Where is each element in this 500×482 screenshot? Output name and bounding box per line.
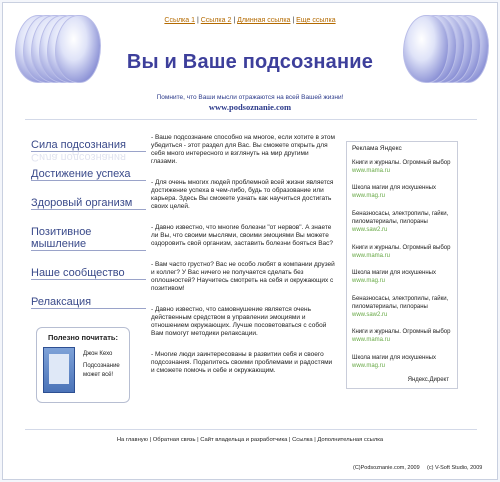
ad-item[interactable] bbox=[352, 295, 452, 319]
footer-link-feedback[interactable]: Обратная связь bbox=[152, 437, 196, 443]
page-subtitle: Помните, что Ваши мысли отражаются на всей Вашей жизни! bbox=[156, 94, 344, 101]
ad-text[interactable]: Книги и журналы. Огромный выбор bbox=[352, 160, 451, 166]
footer-separator: | bbox=[314, 437, 316, 443]
top-links-separator: | bbox=[233, 17, 236, 24]
yandex-direct-link[interactable]: Яндекс.Директ bbox=[407, 377, 449, 383]
content-paragraph: - Для очень многих людей проблемной всей жизни является достижение успеха в чем-либо, будь то образование или карьера. Здесь Вы сможете узнать как научиться достигать своих целей. bbox=[151, 179, 334, 210]
site-address: www.podsoznanie.com bbox=[208, 102, 292, 112]
nav-item-success[interactable] bbox=[31, 168, 146, 181]
ads-header: Реклама Яндекс bbox=[352, 145, 402, 152]
page-frame bbox=[2, 2, 498, 480]
copyright-site: (C)Podsoznanie.com, 2009 bbox=[353, 465, 420, 471]
nav-item-label: Наше сообщество bbox=[31, 267, 125, 279]
ad-url[interactable]: www.mag.ru bbox=[352, 363, 386, 369]
page-title: Вы и Ваше подсознание bbox=[126, 51, 374, 73]
ad-url[interactable]: www.mag.ru bbox=[352, 278, 386, 284]
book-box-title: Полезно почитать: bbox=[47, 333, 119, 342]
sidebar-nav bbox=[31, 139, 146, 325]
footer-link-link[interactable]: Ссылка bbox=[292, 437, 313, 443]
content-paragraph: - Давно известно, что самовнушение является очень действенным средством в управлении эмоциями и отношением окружающих. Лучше посоветоваться с собой Вам помогут методики релаксации. bbox=[151, 306, 327, 337]
yandex-ads-block bbox=[346, 141, 458, 389]
nav-item-label: Позитивное мышление bbox=[31, 226, 92, 250]
nav-item-label: Достижение успеха bbox=[31, 168, 131, 180]
top-links bbox=[3, 17, 497, 24]
ad-text[interactable]: Школа магии для искушенных bbox=[352, 355, 436, 361]
ad-text[interactable]: Беназносасы, электропилы, гайки, пиломатериалы, пилораны bbox=[352, 296, 449, 310]
nav-item-community[interactable] bbox=[31, 267, 146, 280]
content-paragraph: - Многие люди заинтересованы в развитии себя и своего подсознания. Поделитесь своими проблемами и радостями и сможете помочь и себе и окружающим. bbox=[151, 351, 333, 374]
footer-links bbox=[3, 437, 497, 443]
content-paragraph: - Ваше подсознание способно на многое, если хотите в этом убедиться - этот раздел для Вас. Вы сможете открыть для себя много интересного и взглянуть на мир другими глазами. bbox=[151, 134, 335, 165]
nav-item-label: Сила подсознания bbox=[31, 139, 126, 151]
top-link-2[interactable]: Ссылка 2 bbox=[200, 17, 232, 24]
nav-item-label: Здоровый организм bbox=[31, 197, 133, 209]
top-links-separator: | bbox=[196, 17, 199, 24]
main-content bbox=[151, 134, 336, 388]
top-link-4[interactable]: Еще ссылка bbox=[296, 17, 336, 24]
nav-item-power[interactable] bbox=[31, 139, 146, 163]
content-paragraph: - Давно известно, что многие болезни "от нервов". А знаете ли Вы, что своими мыслями, своими эмоциями Вы можете оздоровить свой организм, заставить болезни бояться Вас? bbox=[151, 224, 334, 247]
nav-item-relaxation[interactable] bbox=[31, 296, 146, 309]
nav-item-health[interactable] bbox=[31, 197, 146, 210]
top-link-1[interactable]: Ссылка 1 bbox=[164, 17, 196, 24]
book-author: Джон Кехо bbox=[83, 351, 113, 357]
book-title-line1: Подсознание bbox=[83, 363, 120, 369]
footer-link-home[interactable]: На главную bbox=[116, 437, 149, 443]
ad-item[interactable] bbox=[352, 269, 452, 285]
content-paragraph: - Вам часто грустно? Вас не особо любят в компании друзей и коллег? У Вас ничего не получается сделать без оплошностей? Научитесь смотреть на себя и окружающих с позитивом! bbox=[151, 261, 335, 292]
book-cover-image[interactable] bbox=[43, 347, 75, 393]
ad-url[interactable]: www.mama.ru bbox=[352, 168, 391, 174]
nav-item-positive[interactable] bbox=[31, 226, 146, 251]
ad-item[interactable] bbox=[352, 354, 452, 370]
top-link-3[interactable]: Длинная ссылка bbox=[237, 17, 291, 24]
nav-item-reflection: Сила подсознания bbox=[31, 151, 126, 163]
footer-link-owner[interactable]: Сайт владельца и разработчика bbox=[200, 437, 288, 443]
ad-text[interactable]: Книги и журналы. Огромный выбор bbox=[352, 329, 451, 335]
footer-separator: | bbox=[149, 437, 152, 443]
divider bbox=[25, 119, 477, 120]
book-info bbox=[83, 350, 120, 380]
ad-text[interactable]: Книги и журналы. Огромный выбор bbox=[352, 245, 451, 251]
recommended-book bbox=[36, 327, 130, 403]
ad-text[interactable]: Беназносасы, электропилы, гайки, пиломатериалы, пилораны bbox=[352, 211, 449, 225]
ad-item[interactable] bbox=[352, 159, 452, 175]
ad-url[interactable]: www.saw2.ru bbox=[352, 312, 388, 318]
footer-link-extra[interactable]: Дополнительная ссылка bbox=[317, 437, 384, 443]
nav-item-label: Релаксация bbox=[31, 296, 92, 308]
footer-separator: | bbox=[197, 437, 199, 443]
ad-text[interactable]: Школа магии для искушенных bbox=[352, 270, 436, 276]
ad-item[interactable] bbox=[352, 210, 452, 234]
footer-separator: | bbox=[288, 437, 291, 443]
ad-url[interactable]: www.mag.ru bbox=[352, 193, 386, 199]
top-links-separator: | bbox=[292, 17, 295, 24]
ad-item[interactable] bbox=[352, 244, 452, 260]
ad-item[interactable] bbox=[352, 184, 452, 200]
ad-item[interactable] bbox=[352, 328, 452, 344]
book-title-line2: может всё! bbox=[83, 372, 114, 378]
copyright-studio: (c) V-Soft Studio, 2009 bbox=[427, 465, 483, 471]
ad-text[interactable]: Школа магии для искушенных bbox=[352, 185, 436, 191]
ad-url[interactable]: www.saw2.ru bbox=[352, 227, 388, 233]
ad-url[interactable]: www.mama.ru bbox=[352, 253, 391, 259]
divider bbox=[25, 429, 477, 430]
ad-url[interactable]: www.mama.ru bbox=[352, 337, 391, 343]
